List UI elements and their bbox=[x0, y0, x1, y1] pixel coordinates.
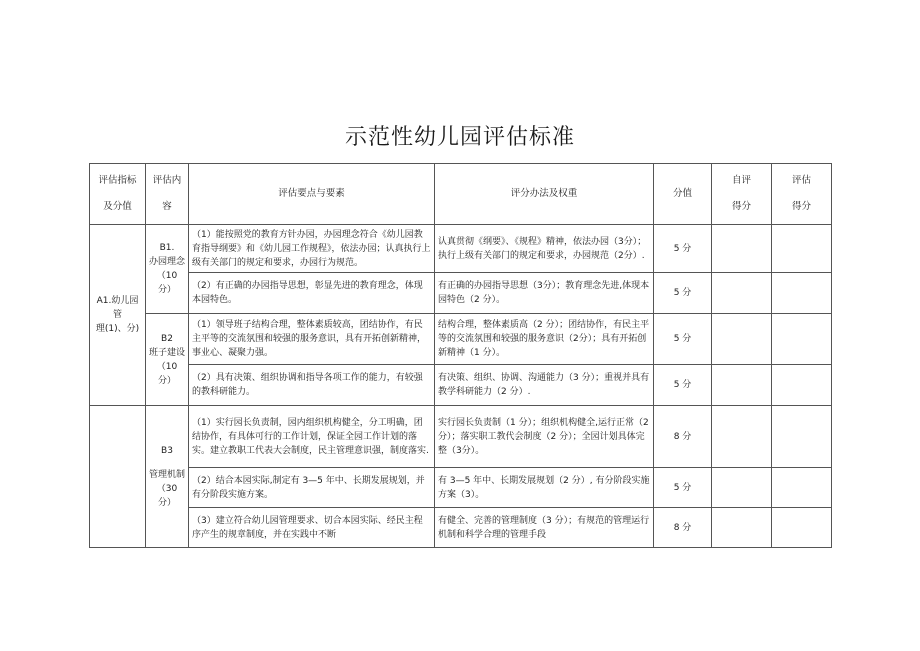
evaluation-table bbox=[89, 163, 832, 548]
content-b3: B3 管理机制 （30 分） bbox=[146, 406, 189, 548]
key-point-cell: （2）有正确的办园指导思想，彰显先进的教育理念，体现本园特色。 bbox=[189, 273, 435, 314]
self-eval-cell[interactable] bbox=[712, 365, 772, 406]
table-row bbox=[90, 468, 832, 508]
self-eval-cell[interactable] bbox=[712, 406, 772, 468]
method-cell: 认真贯彻《纲要》、《规程》精神，依法办园（3分）；执行上级有关部门的规定和要求，办园规范（2分）. bbox=[435, 225, 654, 273]
self-eval-cell[interactable] bbox=[712, 508, 772, 548]
header-content: 评估内容 bbox=[146, 164, 189, 225]
indicator-a1: A1.幼儿园管 理(1)、分) bbox=[90, 225, 146, 406]
score-cell: 8 分 bbox=[654, 508, 712, 548]
key-point-cell: （1）能按照党的教育方针办园，办园理念符合《幼儿园教育指导纲要》和《幼儿园工作规程》，依法办园；认真执行上级有关部门的规定和要求，办园行为规范。 bbox=[189, 225, 435, 273]
content-b2: B2 班子建设 （10 分） bbox=[146, 314, 189, 406]
table-row bbox=[90, 406, 832, 468]
key-point-cell: （1）领导班子结构合理，整体素质较高，团结协作，有民主平等的交流氛围和较强的服务意识，具有开拓创新精神，事业心、凝聚力强。 bbox=[189, 314, 435, 365]
score-cell: 5 分 bbox=[654, 225, 712, 273]
key-point-cell: （1）实行园长负责制，园内组织机构健全，分工明确，团结协作，有具体可行的工作计划，保证全园工作计划的落实。建立教职工代表大会制度，民主管理意识强，制度落实. bbox=[189, 406, 435, 468]
score-cell: 5 分 bbox=[654, 365, 712, 406]
content-b1: B1. 办园理念 （10 分） bbox=[146, 225, 189, 314]
score-cell: 5 分 bbox=[654, 314, 712, 365]
self-eval-cell[interactable] bbox=[712, 314, 772, 365]
table-row bbox=[90, 365, 832, 406]
eval-score-cell[interactable] bbox=[772, 365, 832, 406]
eval-score-cell[interactable] bbox=[772, 273, 832, 314]
score-cell: 5 分 bbox=[654, 273, 712, 314]
method-cell: 实行园长负责制（1 分）；组织机构健全,运行正常（2 分）；落实职工教代会制度（2 分）；全园计划具体完整（3分）。 bbox=[435, 406, 654, 468]
page-title: 示范性幼儿园评估标准 bbox=[344, 125, 575, 150]
self-eval-cell[interactable] bbox=[712, 273, 772, 314]
eval-score-cell[interactable] bbox=[772, 406, 832, 468]
table-row bbox=[90, 225, 832, 273]
key-point-cell: （2）结合本园实际,制定有 3—5 年中、长期发展规划，并有分阶段实施方案。 bbox=[189, 468, 435, 508]
eval-score-cell[interactable] bbox=[772, 314, 832, 365]
score-cell: 8 分 bbox=[654, 406, 712, 468]
self-eval-cell[interactable] bbox=[712, 468, 772, 508]
header-indicator: 评估指标 及分值 bbox=[90, 164, 146, 225]
header-score: 分值 bbox=[654, 164, 712, 225]
eval-score-cell[interactable] bbox=[772, 225, 832, 273]
key-point-cell: （3）建立符合幼儿园管理要求、切合本园实际、经民主程序产生的规章制度，并在实践中不断 bbox=[189, 508, 435, 548]
table-row bbox=[90, 314, 832, 365]
eval-score-cell[interactable] bbox=[772, 508, 832, 548]
method-cell: 有 3—5 年中、长期发展规划（2 分）, 有分阶段实施方案（3）。 bbox=[435, 468, 654, 508]
header-row bbox=[90, 164, 832, 225]
header-method: 评分办法及权重 bbox=[435, 164, 654, 225]
key-point-cell: （2）具有决策、组织协调和指导各项工作的能力，有较强的教科研能力。 bbox=[189, 365, 435, 406]
eval-score-cell[interactable] bbox=[772, 468, 832, 508]
method-cell: 结构合理，整体素质高（2 分）；团结协作，有民主平等的交流氛围和较强的服务意识（2分）；具有开拓创新精神（1 分）。 bbox=[435, 314, 654, 365]
self-eval-cell[interactable] bbox=[712, 225, 772, 273]
score-cell: 5 分 bbox=[654, 468, 712, 508]
table-row bbox=[90, 508, 832, 548]
header-key-points: 评估要点与要素 bbox=[189, 164, 435, 225]
method-cell: 有决策、组织、协调、沟通能力（3 分）；重视并具有教学科研能力（2 分）. bbox=[435, 365, 654, 406]
indicator-a1-cont bbox=[90, 406, 146, 548]
header-self-eval: 自评 得分 bbox=[712, 164, 772, 225]
method-cell: 有正确的办园指导思想（3分）；教育理念先进,体现本园特色（2 分）。 bbox=[435, 273, 654, 314]
table-row bbox=[90, 273, 832, 314]
header-eval-score: 评估 得分 bbox=[772, 164, 832, 225]
method-cell: 有健全、完善的管理制度（3 分）；有规范的管理运行机制和科学合理的管理手段 bbox=[435, 508, 654, 548]
